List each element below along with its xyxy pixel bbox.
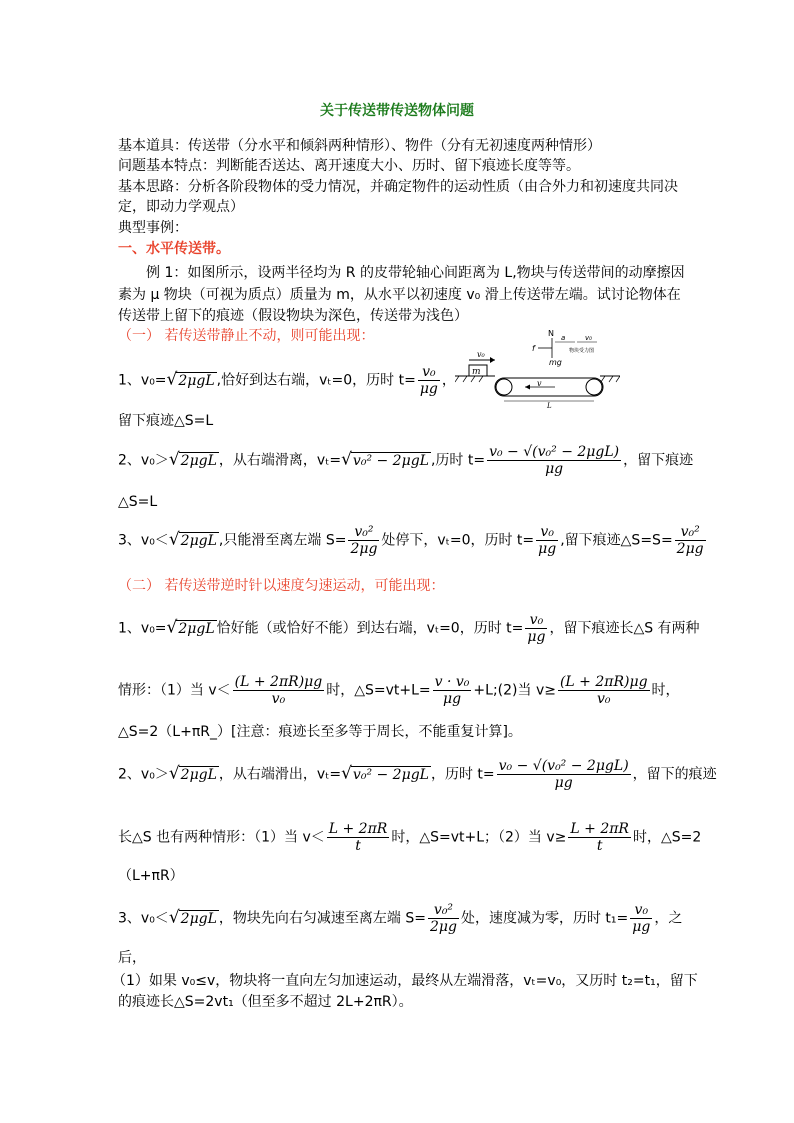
block-label: m (472, 367, 481, 377)
force-mg: mg (549, 358, 562, 367)
example-line-2: 素为 μ 物块（可视为质点）质量为 m，从水平以初速度 v₀ 滑上传送带左端。试讨论物体在 (118, 287, 681, 303)
case2-item2: 2、v₀＞√2μgL ，从右端滑出，vₜ=√v₀² − 2μgL ，历时 t= $\frac{\text{v₀ − √(v₀² − 2μgL)}}{\mu g}$ ，留下的痕迹 (118, 758, 717, 791)
case1-item3: 3、v₀＜√2μgL ,只能滑至离左端 S= $\frac{\text{v₀²}}{2\mu g}$ 处停下，vₜ=0，历时 t= $\frac{\text{v₀}}{\mu g}$ ,留下痕迹△S=S= $\frac{\text{v₀²}}{2\mu g}$ (118, 524, 704, 557)
force-note: 物块受力图 (569, 348, 595, 354)
force-f: f (532, 344, 535, 353)
intro-line-1: 基本道具：传送带（分水平和倾斜两种情形）、物件（分有无初速度两种情形） (118, 138, 601, 154)
case2-item1: 1、v₀=√2μgL 恰好能（或恰好不能）到达右端，vₜ=0，历时 t= $\frac{\text{v₀}}{\mu g}$ ，留下痕迹长△S 有两种 (118, 612, 700, 645)
conveyor-diagram (455, 328, 620, 408)
accel-a: a (561, 334, 566, 342)
case2-item1-cases: 情形：（1）当 v＜ $\frac{(L + 2\pi R)\mu g}{\text{v₀}}$ 时，△S=vt+L= $\frac{\text{v · v₀}}{\mu g}$ +L;(2)当 v≥ $\frac{(L + 2\pi R)\mu g}{\text{v₀}}$ 时， (118, 674, 680, 707)
case2-item1-note: △S=2（L+πR_）[注意：痕迹长至多等于周长，不能重复计算]。 (118, 724, 522, 740)
example-line-1: 例 1：如图所示，设两半径均为 R 的皮带轮轴心间距离为 L,物块与传送带间的动摩擦因 (146, 265, 685, 281)
page-title: 关于传送带传送物体问题 (320, 103, 474, 119)
intro-line-3: 基本思路：分析各阶段物体的受力情况，并确定物件的运动性质（由合外力和初速度共同决 (118, 179, 678, 195)
case2-heading: （二） 若传送带逆时针以速度匀速运动，可能出现： (118, 578, 445, 594)
intro-line-2: 问题基本特点：判断能否送达、离开速度大小、历时、留下痕迹长度等等。 (118, 158, 580, 174)
case2-item3-sub1-tail: 的痕迹长△S=2vt₁（但至多不超过 2L+2πR）。 (118, 994, 413, 1010)
force-N: N (548, 329, 554, 338)
force-v0: v₀ (585, 334, 592, 342)
section-heading: 一、水平传送带。 (118, 241, 230, 257)
case1-item1-trace: 留下痕迹△S=L (118, 413, 214, 429)
belt-v-label: v (537, 379, 542, 388)
intro-line-4: 定，即动力学观点） (118, 199, 244, 215)
case2-item2-tail: （L+πR） (118, 868, 184, 884)
v0-arrow-head (490, 357, 495, 363)
v0-label: v₀ (477, 350, 485, 359)
case2-item3-sub1: （1）如果 v₀≤v，物块将一直向左匀加速运动，最终从左端滑落，vₜ=v₀，又历时 t₂=t₁，留下 (112, 973, 698, 989)
case2-item3-after: 后， (118, 950, 146, 966)
case1-heading: （一） 若传送带静止不动，则可能出现： (118, 328, 375, 344)
example-line-3: 传送带上留下的痕迹（假设物块为深色，传送带为浅色） (118, 308, 468, 324)
case1-item1: 1、v₀=√2μgL ,恰好到达右端，vₜ=0，历时 t= $\frac{\text{v₀}}{\mu g}$ ， (118, 364, 456, 397)
case1-item2: 2、v₀＞√2μgL ，从右端滑离，vₜ=√v₀² − 2μgL ,历时 t= $\frac{\text{v₀ − √(v₀² − 2μgL)}}{\mu g}$ ，留下痕迹 (118, 444, 694, 477)
right-ground-hatch (601, 376, 620, 382)
case2-item3: 3、v₀＜√2μgL ，物块先向右匀减速至离左端 S= $\frac{\text{v₀²}}{2\mu g}$ 处，速度减为零，历时 t₁= $\frac{\text{v₀}}{\mu g}$ ，之 (118, 902, 683, 935)
case1-item2-trace: △S=L (118, 494, 158, 510)
length-label: L (547, 402, 552, 408)
intro-line-5: 典型事例： (118, 220, 188, 236)
case2-item2-cases: 长△S 也有两种情形：（1）当 v＜ $\frac{L + 2\pi R}{t}$ 时，△S=vt+L；（2）当 v≥ $\frac{L + 2\pi R}{t}$ 时，△S=2 (118, 821, 702, 854)
